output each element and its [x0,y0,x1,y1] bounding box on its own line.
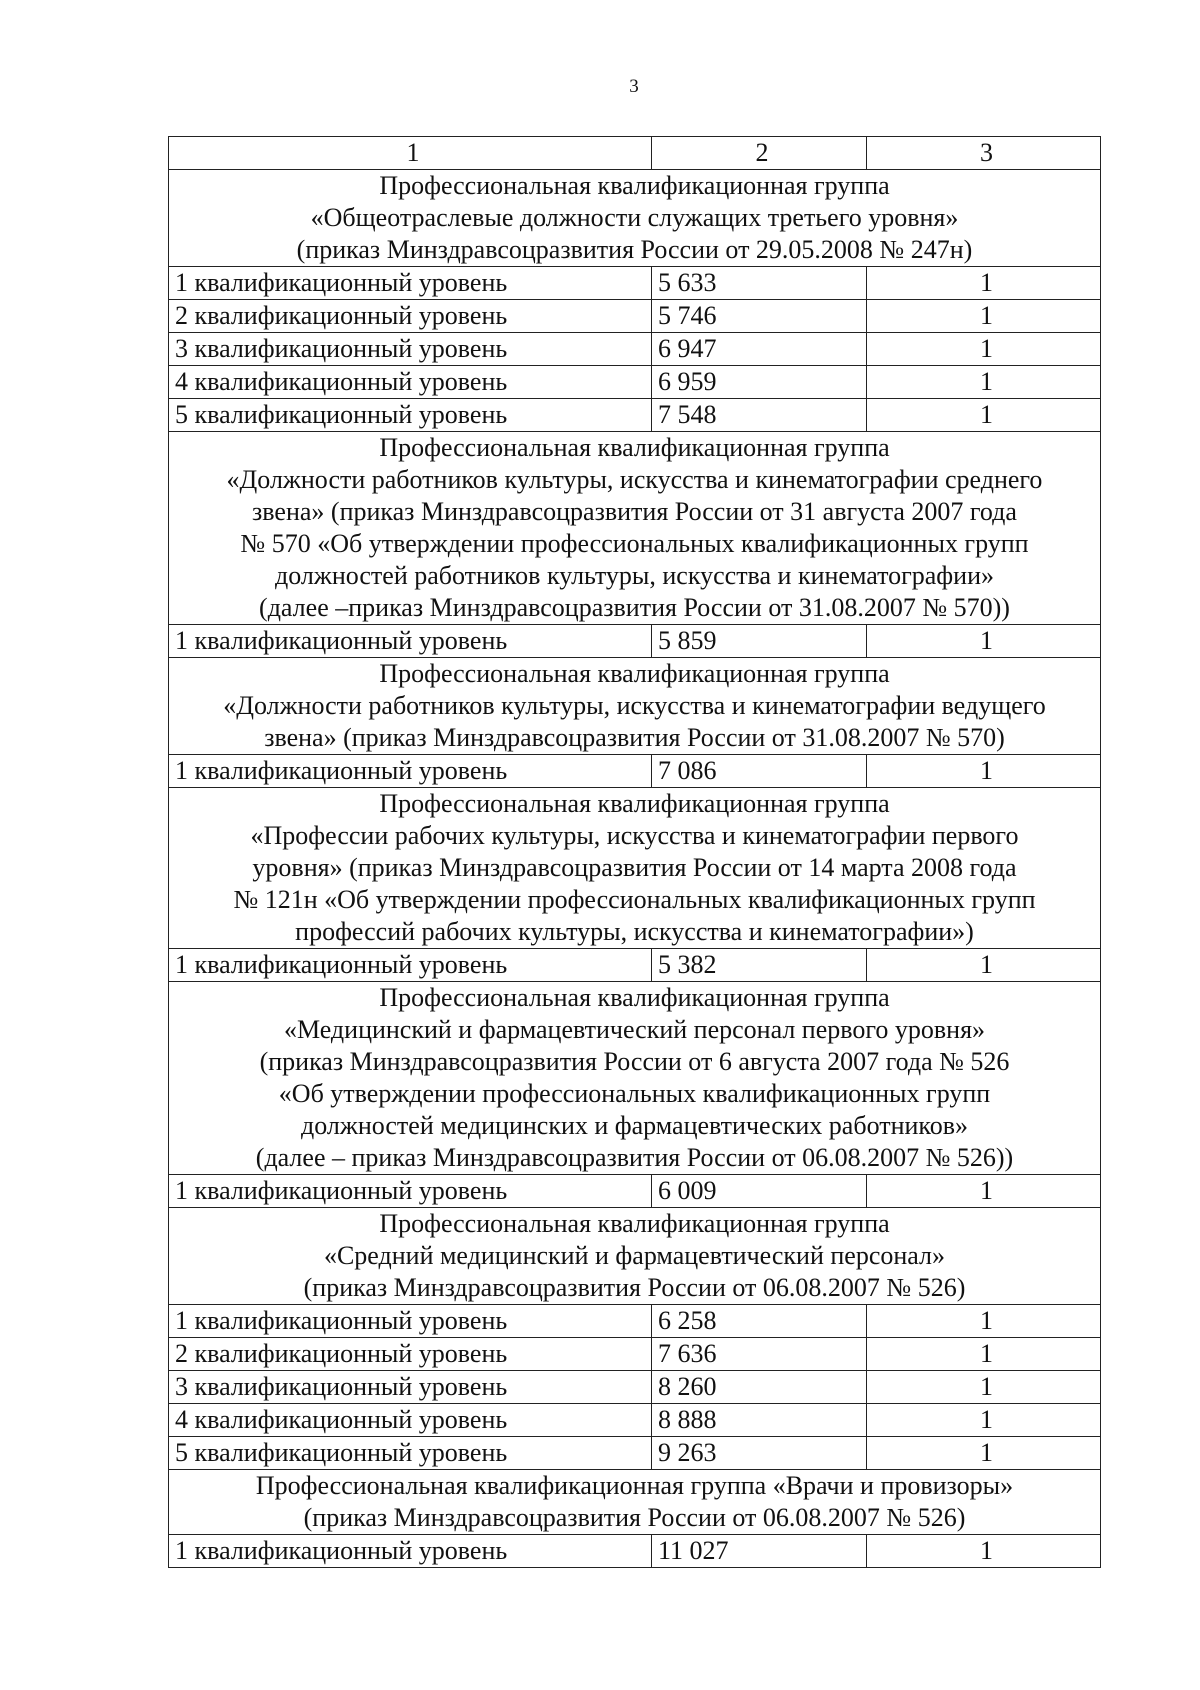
coefficient-cell: 1 [867,1535,1101,1568]
salary-value-cell: 5 633 [652,267,867,300]
group-title-line: «Должности работников культуры, искусства и кинематографии среднего [226,465,1043,494]
coefficient-cell: 1 [867,1371,1101,1404]
salary-value-cell: 6 258 [652,1305,867,1338]
table-row [169,1305,1101,1338]
group-title-line: Профессиональная квалификационная группа [379,659,890,688]
table-row [169,949,1101,982]
table-row [169,755,1101,788]
table-body [169,137,1101,1568]
group-title-row [169,658,1101,755]
qualification-level-cell: 5 квалификационный уровень [169,399,652,432]
coefficient-cell: 1 [867,1437,1101,1470]
salary-value-cell: 6 947 [652,333,867,366]
coefficient-cell: 1 [867,1305,1101,1338]
qualification-level-cell: 1 квалификационный уровень [169,1535,652,1568]
group-title-line: Профессиональная квалификационная группа [379,789,890,818]
group-title-row [169,170,1101,267]
group-title-line: «Общеотраслевые должности служащих третьего уровня» [310,203,959,232]
qualification-level-cell: 1 квалификационный уровень [169,1305,652,1338]
salary-value-cell: 7 548 [652,399,867,432]
salary-value-cell: 6 009 [652,1175,867,1208]
group-title-line: уровня» (приказ Минздравсоцразвития России от 14 марта 2008 года [252,853,1017,882]
group-title [169,170,1101,267]
qualification-level-cell: 1 квалификационный уровень [169,1175,652,1208]
group-title-line: (приказ Минздравсоцразвития России от 6 августа 2007 года № 526 [259,1047,1010,1076]
group-title-line: «Профессии рабочих культуры, искусства и кинематографии первого [250,821,1019,850]
column-number-header-row [169,137,1101,170]
group-title-line: «Медицинский и фармацевтический персонал первого уровня» [283,1015,986,1044]
group-title-line: (далее –приказ Минздравсоцразвития России от 31.08.2007 № 570)) [259,593,1010,622]
group-title [169,982,1101,1175]
coefficient-cell: 1 [867,1404,1101,1437]
group-title-row [169,982,1101,1175]
salary-value-cell: 5 382 [652,949,867,982]
group-title [169,788,1101,949]
group-title-line: «Должности работников культуры, искусства и кинематографии ведущего [223,691,1046,720]
group-title-line: «Об утверждении профессиональных квалификационных групп [278,1079,991,1108]
column-header-1: 1 [169,137,652,170]
group-title-row [169,788,1101,949]
table-row [169,1437,1101,1470]
table-row [169,625,1101,658]
qualification-level-cell: 4 квалификационный уровень [169,366,652,399]
table-row [169,1371,1101,1404]
group-title [169,1208,1101,1305]
coefficient-cell: 1 [867,1175,1101,1208]
table-row [169,1404,1101,1437]
salary-value-cell: 8 260 [652,1371,867,1404]
page-number: 3 [629,76,639,97]
table-row [169,399,1101,432]
qualification-level-cell: 1 квалификационный уровень [169,949,652,982]
table-row [169,1338,1101,1371]
qualification-level-cell: 3 квалификационный уровень [169,1371,652,1404]
qualification-level-cell: 1 квалификационный уровень [169,267,652,300]
group-title-line: «Средний медицинский и фармацевтический персонал» [323,1241,946,1270]
group-title-row [169,432,1101,625]
group-title-line: Профессиональная квалификационная группа [379,1209,890,1238]
qualification-level-cell: 4 квалификационный уровень [169,1404,652,1437]
coefficient-cell: 1 [867,625,1101,658]
group-title-line: № 121н «Об утверждении профессиональных квалификационных групп [233,885,1036,914]
group-title [169,432,1101,625]
group-title-row [169,1208,1101,1305]
group-title-line: (приказ Минздравсоцразвития России от 06.08.2007 № 526) [303,1273,966,1302]
group-title-line: должностей медицинских и фармацевтических работников» [301,1111,968,1140]
group-title-line: профессий рабочих культуры, искусства и кинематографии») [295,917,974,946]
qualification-level-cell: 2 квалификационный уровень [169,1338,652,1371]
salary-value-cell: 8 888 [652,1404,867,1437]
table-row [169,333,1101,366]
salary-value-cell: 7 086 [652,755,867,788]
group-title [169,658,1101,755]
group-title-line: Профессиональная квалификационная группа [379,983,890,1012]
group-title-line: № 570 «Об утверждении профессиональных квалификационных групп [240,529,1029,558]
group-title-line: Профессиональная квалификационная группа [379,433,890,462]
salary-value-cell: 5 746 [652,300,867,333]
group-title [169,1470,1101,1535]
salary-value-cell: 6 959 [652,366,867,399]
coefficient-cell: 1 [867,267,1101,300]
coefficient-cell: 1 [867,399,1101,432]
qualification-level-cell: 3 квалификационный уровень [169,333,652,366]
table-row [169,300,1101,333]
table-row [169,1175,1101,1208]
coefficient-cell: 1 [867,949,1101,982]
salary-value-cell: 7 636 [652,1338,867,1371]
coefficient-cell: 1 [867,333,1101,366]
salary-value-cell: 9 263 [652,1437,867,1470]
qualification-level-cell: 1 квалификационный уровень [169,625,652,658]
group-title-row [169,1470,1101,1535]
salary-value-cell: 5 859 [652,625,867,658]
group-title-line: должностей работников культуры, искусства и кинематографии» [275,561,994,590]
column-header-2: 2 [652,137,867,170]
group-title-line: звена» (приказ Минздравсоцразвития России от 31 августа 2007 года [252,497,1017,526]
salary-table [168,136,1101,1568]
qualification-level-cell: 1 квалификационный уровень [169,755,652,788]
group-title-line: (далее – приказ Минздравсоцразвития России от 06.08.2007 № 526)) [255,1143,1014,1172]
table-row [169,1535,1101,1568]
coefficient-cell: 1 [867,300,1101,333]
qualification-level-cell: 2 квалификационный уровень [169,300,652,333]
coefficient-cell: 1 [867,366,1101,399]
group-title-line: звена» (приказ Минздравсоцразвития России от 31.08.2007 № 570) [264,723,1005,752]
column-header-3: 3 [867,137,1101,170]
group-title-line: (приказ Минздравсоцразвития России от 29.05.2008 № 247н) [296,235,973,264]
coefficient-cell: 1 [867,1338,1101,1371]
coefficient-cell: 1 [867,755,1101,788]
table-row [169,267,1101,300]
table-row [169,366,1101,399]
group-title-line: Профессиональная квалификационная группа «Врачи и провизоры» [255,1471,1014,1500]
qualification-level-cell: 5 квалификационный уровень [169,1437,652,1470]
group-title-line: Профессиональная квалификационная группа [379,171,890,200]
group-title-line: (приказ Минздравсоцразвития России от 06.08.2007 № 526) [303,1503,966,1532]
salary-value-cell: 11 027 [652,1535,867,1568]
